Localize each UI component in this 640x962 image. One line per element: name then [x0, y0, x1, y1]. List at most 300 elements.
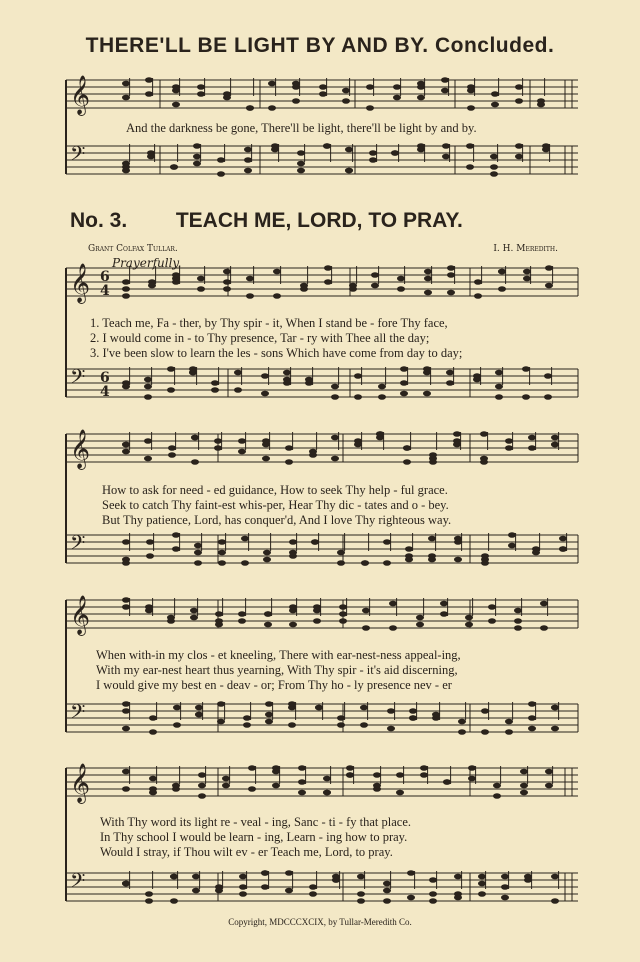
notehead — [324, 265, 332, 271]
notehead — [289, 604, 297, 610]
notehead — [387, 726, 395, 732]
notehead — [190, 608, 198, 614]
notehead — [313, 608, 321, 614]
lyric-line: I would give my best en - deav - or; From Thy ho - ly presence nev - er — [96, 678, 452, 692]
notehead — [288, 701, 296, 707]
notehead — [292, 81, 300, 87]
notehead — [442, 154, 450, 160]
notehead — [551, 435, 559, 441]
bass-clef-icon: 𝄢 — [70, 142, 86, 170]
notehead — [458, 719, 466, 725]
notehead — [218, 560, 226, 566]
notehead — [442, 143, 450, 149]
notehead — [540, 601, 548, 607]
notehead — [172, 279, 180, 285]
notehead — [172, 532, 180, 538]
notehead — [454, 895, 462, 901]
notehead — [285, 459, 293, 465]
notehead — [520, 769, 528, 775]
notehead — [362, 625, 370, 631]
notehead — [371, 283, 379, 289]
notehead — [144, 438, 152, 444]
notehead — [289, 622, 297, 628]
notehead — [514, 625, 522, 631]
notehead — [145, 91, 153, 97]
notehead — [490, 171, 498, 177]
notehead — [361, 560, 369, 566]
notehead — [264, 622, 272, 628]
notehead — [491, 91, 499, 97]
notehead — [453, 431, 461, 437]
notehead — [551, 898, 559, 904]
copyright-notice: Copyright, MDCCCXCIX, by Tullar-Meredith Co. — [228, 917, 412, 927]
notehead — [172, 102, 180, 108]
notehead — [337, 715, 345, 721]
notehead — [383, 560, 391, 566]
notehead — [481, 708, 489, 714]
treble-clef-icon: 𝄞 — [70, 263, 91, 303]
notehead — [122, 95, 130, 101]
notehead — [498, 269, 506, 275]
notehead — [528, 435, 536, 441]
lyric-line: With Thy word its light re - veal - ing, Sanc - ti - fy that place. — [100, 815, 411, 829]
notehead — [454, 536, 462, 542]
notehead — [305, 377, 313, 383]
notehead — [172, 84, 180, 90]
notehead — [197, 286, 205, 292]
notehead — [265, 719, 273, 725]
notehead — [298, 790, 306, 796]
notehead — [458, 729, 466, 735]
notehead — [189, 370, 197, 376]
notehead — [337, 560, 345, 566]
notehead — [407, 870, 415, 876]
lyric-line: In Thy school I would be learn - ing, Learn - ing how to pray. — [100, 830, 408, 844]
notehead — [371, 272, 379, 278]
notehead — [400, 366, 408, 372]
notehead — [342, 88, 350, 94]
notehead — [122, 597, 130, 603]
notehead — [432, 712, 440, 718]
notehead — [331, 456, 339, 462]
notehead — [331, 384, 339, 390]
treble-clef-icon: 𝄞 — [70, 763, 91, 803]
notehead — [261, 373, 269, 379]
notehead — [466, 143, 474, 149]
notehead — [243, 722, 251, 728]
notehead — [315, 705, 323, 711]
notehead — [523, 276, 531, 282]
notehead — [454, 557, 462, 563]
notehead — [528, 701, 536, 707]
notehead — [167, 387, 175, 393]
notehead — [246, 276, 254, 282]
lyric-line: 3. I've been slow to learn the les - sons Which have come from day to day; — [90, 346, 463, 360]
notehead — [194, 560, 202, 566]
notehead — [239, 891, 247, 897]
hymn-title: TEACH ME, LORD, TO PRAY. — [175, 209, 463, 232]
notehead — [488, 604, 496, 610]
notehead — [311, 539, 319, 545]
notehead — [428, 536, 436, 542]
hymn-header — [70, 209, 590, 233]
notehead — [197, 84, 205, 90]
lyric-line: Would I stray, if Thou wilt ev - er Teach me, Lord, to pray. — [100, 845, 393, 859]
notehead — [417, 95, 425, 101]
notehead — [261, 884, 269, 890]
notehead — [440, 611, 448, 617]
notehead — [501, 895, 509, 901]
notehead — [239, 884, 247, 890]
notehead — [170, 898, 178, 904]
notehead — [447, 272, 455, 278]
notehead — [376, 431, 384, 437]
notehead — [522, 366, 530, 372]
notehead — [405, 557, 413, 563]
notehead — [490, 154, 498, 160]
notehead — [528, 726, 536, 732]
notehead — [405, 546, 413, 552]
hymn-number: No. 3. — [70, 209, 128, 232]
notehead — [400, 380, 408, 386]
notehead — [465, 622, 473, 628]
notehead — [337, 722, 345, 728]
notehead — [268, 105, 276, 111]
notehead — [559, 546, 567, 552]
notehead — [360, 722, 368, 728]
notehead — [545, 769, 553, 775]
notehead — [238, 449, 246, 455]
notehead — [551, 874, 559, 880]
notehead — [234, 387, 242, 393]
notehead — [345, 147, 353, 153]
notehead — [349, 286, 357, 292]
notehead — [393, 84, 401, 90]
notehead — [387, 708, 395, 714]
notehead — [393, 95, 401, 101]
notehead — [217, 157, 225, 163]
notehead — [474, 293, 482, 299]
notehead — [168, 445, 176, 451]
notehead — [420, 772, 428, 778]
notehead — [488, 618, 496, 624]
notehead — [378, 394, 386, 400]
notehead — [515, 98, 523, 104]
notehead — [122, 604, 130, 610]
notehead — [480, 456, 488, 462]
notehead — [331, 394, 339, 400]
notehead — [223, 91, 231, 97]
notehead — [144, 394, 152, 400]
notehead — [551, 726, 559, 732]
notehead — [495, 394, 503, 400]
notehead — [243, 715, 251, 721]
notehead — [264, 611, 272, 617]
notehead — [241, 560, 249, 566]
notehead — [391, 150, 399, 156]
notehead — [289, 553, 297, 559]
notehead — [474, 279, 482, 285]
notehead — [144, 456, 152, 462]
notehead — [167, 615, 175, 621]
notehead — [545, 265, 553, 271]
notehead — [272, 783, 280, 789]
notehead — [122, 786, 130, 792]
notehead — [542, 147, 550, 153]
notehead — [551, 705, 559, 711]
notehead — [238, 611, 246, 617]
notehead — [505, 719, 513, 725]
notehead — [297, 150, 305, 156]
notehead — [354, 373, 362, 379]
notehead — [493, 783, 501, 789]
notehead — [545, 283, 553, 289]
lyricist-credit: I. H. Meredith. — [493, 244, 558, 254]
notehead — [198, 783, 206, 789]
notehead — [172, 546, 180, 552]
notehead — [194, 543, 202, 549]
notehead — [505, 729, 513, 735]
notehead — [498, 286, 506, 292]
notehead — [429, 452, 437, 458]
notehead — [429, 877, 437, 883]
notehead — [397, 286, 405, 292]
notehead — [332, 874, 340, 880]
notehead — [324, 279, 332, 285]
notehead — [396, 772, 404, 778]
notehead — [440, 601, 448, 607]
notehead — [357, 898, 365, 904]
notehead — [339, 618, 347, 624]
bass-clef-icon: 𝄢 — [70, 700, 86, 728]
notehead — [214, 445, 222, 451]
notehead — [339, 604, 347, 610]
notehead — [478, 881, 486, 887]
notehead — [223, 269, 231, 275]
notehead — [122, 726, 130, 732]
notehead — [481, 729, 489, 735]
notehead — [424, 290, 432, 296]
notehead — [446, 380, 454, 386]
notehead — [244, 147, 252, 153]
notehead — [357, 874, 365, 880]
notehead — [145, 898, 153, 904]
notehead — [481, 560, 489, 566]
notehead — [309, 884, 317, 890]
notehead — [297, 161, 305, 167]
notehead — [319, 91, 327, 97]
notehead — [198, 772, 206, 778]
notehead — [465, 615, 473, 621]
lyric-line: Seek to catch Thy faint-est whis-per, Hear Thy dic - tates and o - bey. — [102, 498, 449, 512]
notehead — [420, 765, 428, 771]
notehead — [193, 154, 201, 160]
notehead — [490, 164, 498, 170]
notehead — [223, 279, 231, 285]
lyric-line: With my ear-nest heart thus yearning, With Thy spir - it's aid discerning, — [96, 663, 458, 677]
notehead — [441, 77, 449, 83]
time-signature-top: 6 — [100, 269, 110, 285]
notehead — [261, 391, 269, 397]
notehead — [238, 618, 246, 624]
notehead — [467, 88, 475, 94]
notehead — [468, 776, 476, 782]
notehead — [122, 293, 130, 299]
notehead — [122, 708, 130, 714]
notehead — [215, 888, 223, 894]
notehead — [447, 265, 455, 271]
notehead — [238, 438, 246, 444]
notehead — [283, 380, 291, 386]
notehead — [217, 701, 225, 707]
notehead — [514, 618, 522, 624]
notehead — [273, 269, 281, 275]
notehead — [453, 438, 461, 444]
notehead — [222, 783, 230, 789]
notehead — [194, 550, 202, 556]
notehead — [357, 891, 365, 897]
notehead — [441, 88, 449, 94]
notehead — [424, 276, 432, 282]
notehead — [360, 705, 368, 711]
notehead — [222, 776, 230, 782]
notehead — [369, 150, 377, 156]
notehead — [244, 168, 252, 174]
notehead — [271, 147, 279, 153]
notehead — [416, 615, 424, 621]
notehead — [540, 625, 548, 631]
bass-clef-icon: 𝄢 — [70, 531, 86, 559]
notehead — [407, 895, 415, 901]
notehead — [211, 380, 219, 386]
notehead — [217, 719, 225, 725]
notehead — [537, 102, 545, 108]
notehead — [362, 608, 370, 614]
notehead — [122, 449, 130, 455]
notehead — [559, 536, 567, 542]
notehead — [149, 729, 157, 735]
notehead — [149, 790, 157, 796]
notehead — [214, 438, 222, 444]
notehead — [149, 715, 157, 721]
notehead — [265, 712, 273, 718]
notehead — [192, 888, 200, 894]
notehead — [480, 431, 488, 437]
notehead — [383, 881, 391, 887]
notehead — [323, 776, 331, 782]
notehead — [122, 769, 130, 775]
notehead — [239, 874, 247, 880]
lyric-line: How to ask for need - ed guidance, How to seek Thy help - ful grace. — [102, 483, 448, 497]
notehead — [366, 84, 374, 90]
notehead — [146, 553, 154, 559]
treble-clef-icon: 𝄞 — [70, 429, 91, 469]
notehead — [193, 161, 201, 167]
notehead — [197, 276, 205, 282]
concluded-lyric: And the darkness be gone, There'll be light, there'll be light by and by. — [126, 121, 477, 135]
notehead — [345, 168, 353, 174]
notehead — [346, 765, 354, 771]
notehead — [342, 98, 350, 104]
notehead — [149, 776, 157, 782]
notehead — [288, 722, 296, 728]
notehead — [148, 283, 156, 289]
lyric-line: But Thy patience, Lord, has conquer'd, And I love Thy righteous way. — [102, 513, 452, 527]
notehead — [383, 888, 391, 894]
notehead — [481, 553, 489, 559]
notehead — [515, 84, 523, 90]
notehead — [337, 550, 345, 556]
notehead — [544, 394, 552, 400]
notehead — [369, 157, 377, 163]
notehead — [122, 701, 130, 707]
notehead — [170, 874, 178, 880]
notehead — [522, 394, 530, 400]
notehead — [248, 765, 256, 771]
notehead — [211, 387, 219, 393]
notehead — [378, 384, 386, 390]
notehead — [454, 874, 462, 880]
notehead — [268, 81, 276, 87]
notehead — [501, 884, 509, 890]
notehead — [354, 394, 362, 400]
notehead — [514, 608, 522, 614]
notehead — [261, 870, 269, 876]
notehead — [313, 618, 321, 624]
notehead — [528, 715, 536, 721]
bass-clef-icon: 𝄢 — [70, 869, 86, 897]
notehead — [289, 539, 297, 545]
notehead — [409, 708, 417, 714]
notehead — [170, 164, 178, 170]
notehead — [122, 539, 130, 545]
notehead — [172, 272, 180, 278]
notehead — [297, 168, 305, 174]
notehead — [273, 293, 281, 299]
notehead — [428, 557, 436, 563]
notehead — [416, 622, 424, 628]
notehead — [263, 557, 271, 563]
notehead — [493, 793, 501, 799]
tempo-marking: Prayerfully. — [112, 256, 182, 270]
treble-clef-icon: 𝄞 — [70, 595, 91, 635]
notehead — [218, 550, 226, 556]
notehead — [246, 105, 254, 111]
notehead — [466, 164, 474, 170]
notehead — [491, 102, 499, 108]
notehead — [298, 779, 306, 785]
notehead — [396, 790, 404, 796]
notehead — [446, 370, 454, 376]
notehead — [272, 765, 280, 771]
notehead — [429, 898, 437, 904]
notehead — [234, 370, 242, 376]
notehead — [366, 105, 374, 111]
notehead — [354, 442, 362, 448]
notehead — [198, 793, 206, 799]
notehead — [478, 874, 486, 880]
notehead — [122, 442, 130, 448]
notehead — [423, 366, 431, 372]
notehead — [403, 459, 411, 465]
notehead — [520, 783, 528, 789]
notehead — [373, 783, 381, 789]
notehead — [122, 560, 130, 566]
notehead — [409, 715, 417, 721]
notehead — [346, 772, 354, 778]
notehead — [285, 870, 293, 876]
notehead — [319, 84, 327, 90]
